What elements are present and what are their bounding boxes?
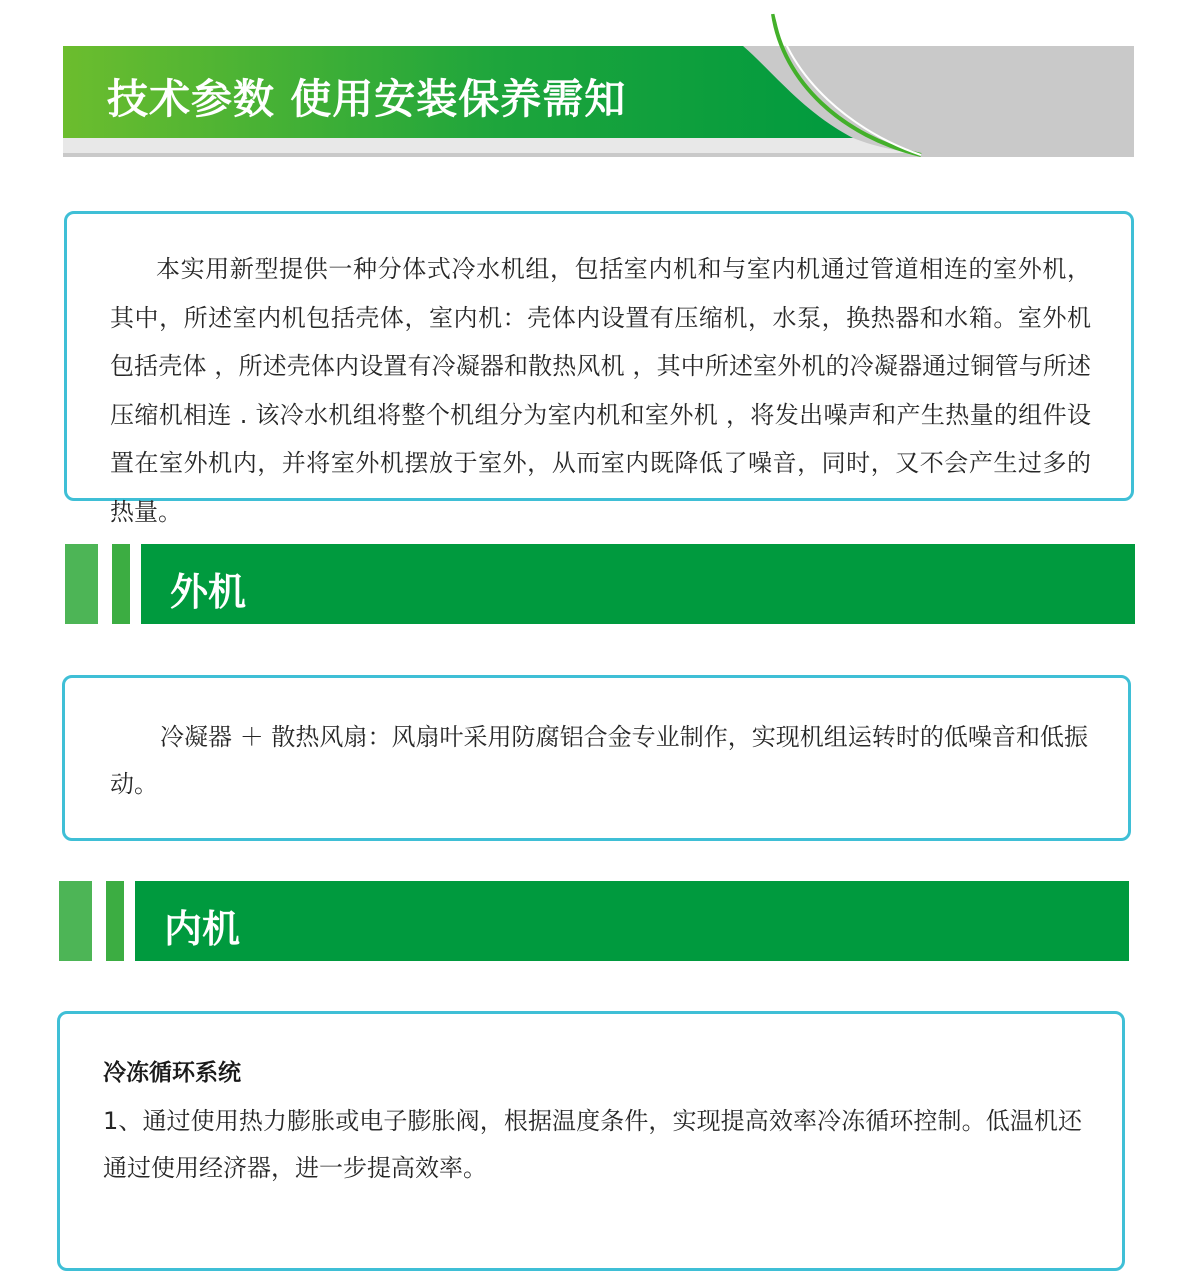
header-band [135,881,1129,961]
indoor-text: 1、通过使用热力膨胀或电子膨胀阀，根据温度条件，实现提高效率冷冻循环控制。低温机还通过使用经济器，进一步提高效率。 [103,1107,1082,1182]
page-banner [63,12,1134,157]
intro-box [64,211,1134,526]
header-band [141,544,1135,624]
header-accent-bar [106,881,124,961]
section-header-indoor [59,881,1129,961]
header-accent-bar [59,881,92,961]
banner-title: 技术参数 使用安装保养需知 [107,75,627,123]
outdoor-box [62,675,1131,841]
header-accent-bar [112,544,130,624]
intro-text: 本实用新型提供一种分体式冷水机组，包括室内机和与室内机通过管道相连的室外机，其中，所述室内机包括壳体，室内机：壳体内设置有压缩机，水泵，换热器和水箱。室外机包括壳体 ，所述壳体内设置有冷凝器和散热风机 ，其中所述室外机的冷凝器通过铜管与所述压缩机相连 . 该冷水机组将整个机组分为室内机和室外机 ，将发出噪声和产生热量的组件设置在室外机内，并将室外机摆放于室外，从而室内既降低了噪音，同时，又不会产生过多的热量。 [110,255,1091,526]
indoor-subtitle: 冷冻循环系统 [103,1060,241,1086]
outdoor-text: 冷凝器 ＋ 散热风扇：风扇叶采用防腐铝合金专业制作，实现机组运转时的低噪音和低振动。 [110,723,1088,798]
section-header-outdoor [65,544,1135,624]
section-title-indoor: 内机 [164,907,241,951]
section-title-outdoor: 外机 [170,570,247,614]
indoor-box [57,1011,1125,1271]
header-accent-bar [65,544,98,624]
